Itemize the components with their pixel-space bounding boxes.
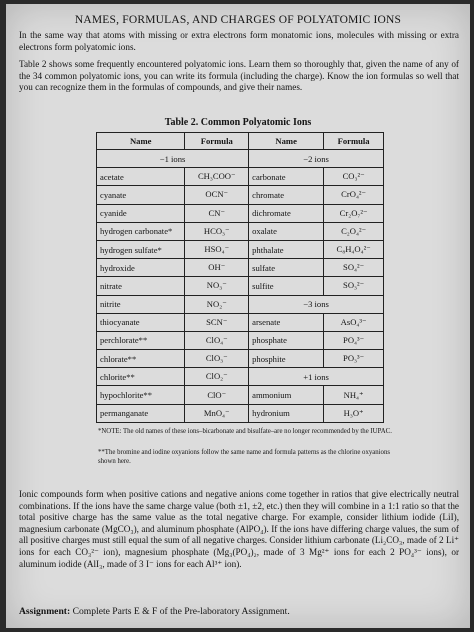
table-row bbox=[97, 368, 384, 386]
header-name-left: Name bbox=[97, 133, 185, 150]
assignment-line bbox=[19, 606, 290, 617]
ion-formula: AsO₄³⁻ bbox=[324, 313, 384, 331]
ion-name: phosphate bbox=[249, 331, 324, 349]
table-row bbox=[97, 331, 384, 349]
ion-name: hydrogen carbonate* bbox=[97, 222, 185, 240]
header-formula-right: Formula bbox=[324, 133, 384, 150]
ion-formula: HSO₄⁻ bbox=[185, 240, 249, 258]
ion-name: chlorate** bbox=[97, 350, 185, 368]
table-caption: Table 2. Common Polyatomic Ions bbox=[164, 117, 312, 128]
ion-group-label: −2 ions bbox=[249, 150, 384, 168]
table-row bbox=[97, 186, 384, 204]
ion-name: hypochlorite** bbox=[97, 386, 185, 404]
ion-name: perchlorate** bbox=[97, 331, 185, 349]
table-intro-paragraph: Table 2 shows some frequently encountered polyatomic ions. Learn them so thoroughly that, given the name of any of the 34 common polyatomic ions, you can write its formula (including the charge). Know the ion formulas so well that you can recognize them in the formulas of compounds, and give their names. bbox=[19, 59, 459, 93]
ion-group-label: −3 ions bbox=[249, 295, 384, 313]
ion-group-label: +1 ions bbox=[249, 368, 384, 386]
ion-name: dichromate bbox=[249, 204, 324, 222]
ion-formula: H₃O⁺ bbox=[324, 404, 384, 422]
ion-formula: SO₄²⁻ bbox=[324, 259, 384, 277]
table-row bbox=[97, 404, 384, 422]
header-name-right: Name bbox=[249, 133, 324, 150]
assignment-label: Assignment: bbox=[19, 606, 71, 617]
ion-name: sulfite bbox=[249, 277, 324, 295]
ion-formula: ClO₄⁻ bbox=[185, 331, 249, 349]
ion-name: hydronium bbox=[249, 404, 324, 422]
ion-formula: NO₂⁻ bbox=[185, 295, 249, 313]
table-row bbox=[97, 204, 384, 222]
ion-name: permanganate bbox=[97, 404, 185, 422]
ion-name: nitrite bbox=[97, 295, 185, 313]
ion-name: thiocyanate bbox=[97, 313, 185, 331]
ion-formula: Cr₂O₇²⁻ bbox=[324, 204, 384, 222]
ion-name: chlorite** bbox=[97, 368, 185, 386]
ion-name: cyanate bbox=[97, 186, 185, 204]
table-row bbox=[97, 259, 384, 277]
ion-name: phthalate bbox=[249, 240, 324, 258]
table-row bbox=[97, 350, 384, 368]
ion-formula: SCN⁻ bbox=[185, 313, 249, 331]
ion-formula: HCO₃⁻ bbox=[185, 222, 249, 240]
ion-formula: PO₄³⁻ bbox=[324, 331, 384, 349]
ion-name: arsenate bbox=[249, 313, 324, 331]
table-body bbox=[97, 150, 384, 423]
ion-name: nitrate bbox=[97, 277, 185, 295]
ion-name: oxalate bbox=[249, 222, 324, 240]
ion-formula: CO₃²⁻ bbox=[324, 168, 384, 186]
ion-formula: ClO₂⁻ bbox=[185, 368, 249, 386]
table-row bbox=[97, 150, 384, 168]
table-row bbox=[97, 295, 384, 313]
page-title: NAMES, FORMULAS, AND CHARGES OF POLYATOMIC IONS bbox=[74, 14, 402, 26]
ion-formula: ClO₃⁻ bbox=[185, 350, 249, 368]
ion-formula: CrO₄²⁻ bbox=[324, 186, 384, 204]
note-iupac: *NOTE: The old names of these ions–bicarbonate and bisulfate–are no longer recommended by the IUPAC. bbox=[98, 428, 392, 435]
ion-name: acetate bbox=[97, 168, 185, 186]
ion-formula: C₂O₄²⁻ bbox=[324, 222, 384, 240]
ion-group-label: −1 ions bbox=[97, 150, 249, 168]
ion-name: phosphite bbox=[249, 350, 324, 368]
ion-formula: PO₃³⁻ bbox=[324, 350, 384, 368]
note-halogen-oxyanions: **The bromine and iodine oxyanions follow the same name and formula patterns as the chlorine oxyanions shown here. bbox=[98, 449, 391, 465]
ion-name: hydrogen sulfate* bbox=[97, 240, 185, 258]
ion-formula: CN⁻ bbox=[185, 204, 249, 222]
ion-formula: C₈H₄O₄²⁻ bbox=[324, 240, 384, 258]
ion-formula: NO₃⁻ bbox=[185, 277, 249, 295]
ion-formula: MnO₄⁻ bbox=[185, 404, 249, 422]
ion-name: chromate bbox=[249, 186, 324, 204]
ion-name: sulfate bbox=[249, 259, 324, 277]
ion-formula: ClO⁻ bbox=[185, 386, 249, 404]
assignment-text: Complete Parts E & F of the Pre-laboratory Assignment. bbox=[72, 606, 290, 617]
header-formula-left: Formula bbox=[185, 133, 249, 150]
ionic-compounds-paragraph: Ionic compounds form when positive cations and negative anions come together in ratios that give electrically neutral combinations. If the ions have the same charge value (both ±1, ±2, etc.) then they will combine in a 1:1 ratio so that the total positive charge has the same value as the total negative charge. For example, consider lithium iodide (LiI), magnesium carbonate (MgCO₃), and aluminum phosphate (AlPO₄). If the ions have differing charge values, the sum of all positive charges must still equal the sum of all negative charges. Consider lithium carbonate (Li₂CO₃, made of 2 Li⁺ ions for each CO₃²⁻ ion), magnesium phosphate (Mg₃(PO₄)₂, made of 3 Mg²⁺ ions for each 2 PO₄³⁻ ions), or aluminum iodide (AlI₃, made of 3 I⁻ ions for each Al³⁺ ion). bbox=[19, 489, 459, 569]
table-row bbox=[97, 222, 384, 240]
intro-paragraph: In the same way that atoms with missing or extra electrons form monatomic ions, molecules with missing or extra electrons form polyatomic ions. bbox=[19, 30, 459, 52]
ion-name: carbonate bbox=[249, 168, 324, 186]
polyatomic-ions-table bbox=[96, 132, 384, 423]
table-row bbox=[97, 240, 384, 258]
ion-formula: SO₃²⁻ bbox=[324, 277, 384, 295]
ion-formula: OH⁻ bbox=[185, 259, 249, 277]
ion-formula: NH₄⁺ bbox=[324, 386, 384, 404]
table-row bbox=[97, 168, 384, 186]
document-page bbox=[6, 4, 470, 628]
table-row bbox=[97, 277, 384, 295]
ion-name: ammonium bbox=[249, 386, 324, 404]
table-row bbox=[97, 313, 384, 331]
table-header-row bbox=[97, 133, 384, 150]
ion-formula: CH₃COO⁻ bbox=[185, 168, 249, 186]
ion-formula: OCN⁻ bbox=[185, 186, 249, 204]
ion-name: hydroxide bbox=[97, 259, 185, 277]
ion-name: cyanide bbox=[97, 204, 185, 222]
table-row bbox=[97, 386, 384, 404]
